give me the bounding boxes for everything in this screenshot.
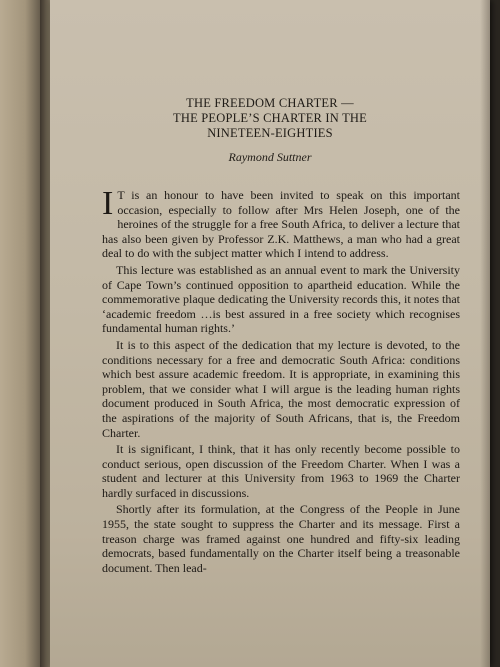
- paragraph: This lecture was established as an annual event to mark the University of Cape Town’s continued opposition to apartheid education. While the commemorative plaque dedicating the University records this, it notes that ‘academic freedom …is best assured in a free society which recognises fundamental human rights.’: [102, 262, 460, 336]
- paragraph: It is to this aspect of the dedication that my lecture is devoted, to the conditions necessary for a free and democratic South Africa: conditions which best assure academic freedom. It is appropriate, in examining this problem, that we consider what I will argue is the leading human rights document produced in South Africa, the most democratic expression of the aspirations of the majority of South Africans, that is, the Freedom Charter.: [102, 337, 460, 440]
- paragraph: Shortly after its formulation, at the Congress of the People in June 1955, the state sought to suppress the Charter and its message. First a treason charge was framed against one hundred and fifty-six leading democrats, based fundamentally on the Charter itself being a treasonable document. Then lead-: [102, 502, 460, 575]
- author-name: Raymond Suttner: [228, 150, 312, 164]
- paragraph-text: T is an honour to have been invited to speak on this important occasion, especially to follow after Mrs Helen Joseph, one of the heroines of the struggle for a free South Africa, to deliver a lecture that has also been given by Professor Z.K. Matthews, a man who had a great deal to do with the subject matter which I intend to address.: [102, 188, 460, 261]
- drop-cap: I: [102, 185, 114, 222]
- chapter-title-line: THE FREEDOM CHARTER —: [186, 96, 354, 110]
- paragraph: It is significant, I think, that it has only recently become possible to conduct serious, open discussion of the Freedom Charter. When I was a student and lecturer at this University from 1963 to 1969 the Charter hardly surfaced in discussions.: [102, 442, 460, 500]
- chapter-title-line: NINETEEN-EIGHTIES: [207, 126, 333, 140]
- chapter-title-line: THE PEOPLE’S CHARTER IN THE: [173, 111, 367, 125]
- book-page: [50, 0, 490, 667]
- paragraph: [102, 185, 460, 261]
- body-text: [102, 185, 460, 577]
- chapter-title: [50, 96, 490, 141]
- page-shadow: [480, 0, 490, 667]
